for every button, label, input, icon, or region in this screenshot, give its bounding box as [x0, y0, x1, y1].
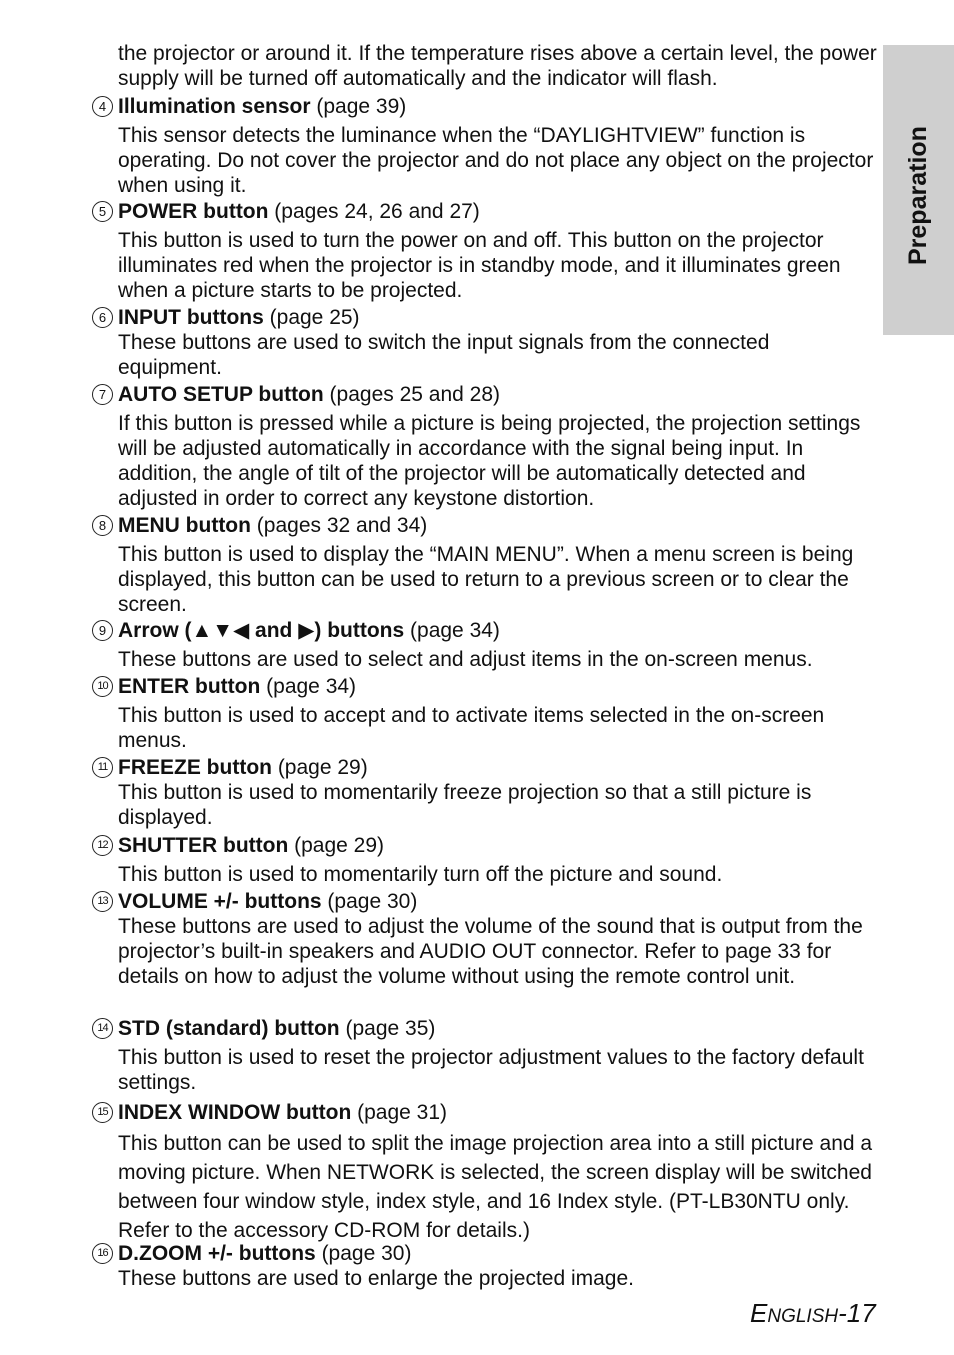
- item-description: This button is used to momentarily turn off the picture and sound.: [118, 863, 723, 886]
- item-page-ref: (pages 32 and 34): [250, 514, 428, 537]
- list-item: [92, 833, 878, 887]
- item-description: This button is used to reset the projector adjustment values to the factory default settings.: [118, 1046, 864, 1094]
- item-name: Arrow (▲▼◀ and ▶) buttons: [118, 619, 405, 642]
- list-item: [92, 755, 878, 830]
- item-page-ref: (page 34): [260, 675, 357, 698]
- item-number-badge: 6: [92, 307, 113, 328]
- item-heading: [92, 94, 878, 121]
- list-item: [92, 94, 878, 198]
- item-heading: [92, 382, 878, 409]
- item-page-ref: (page 31): [351, 1101, 448, 1124]
- item-heading: [92, 513, 878, 540]
- item-name: INDEX WINDOW button: [118, 1101, 352, 1124]
- item-number-badge: 10: [92, 676, 113, 697]
- item-page-ref: (page 39): [310, 95, 407, 118]
- item-number-badge: 8: [92, 515, 113, 536]
- item-page-ref: (page 29): [271, 756, 368, 779]
- intro-paragraph: the projector or around it. If the temperature rises above a certain level, the power supply will be turned off automatically and the indicator will flash.: [118, 42, 877, 90]
- page-footer-number: -17: [838, 1298, 876, 1328]
- item-name: POWER button: [118, 200, 269, 223]
- item-heading: [92, 1016, 878, 1043]
- item-heading: [92, 305, 878, 332]
- item-description: This sensor detects the luminance when the “DAYLIGHTVIEW” function is operating. Do not cover the projector and do not place any object on the projector when using it.: [118, 124, 874, 197]
- item-name: INPUT buttons: [118, 306, 264, 329]
- item-page-ref: (page 34): [404, 619, 500, 642]
- item-description: This button is used to accept and to activate items selected in the on-screen menus.: [118, 704, 825, 752]
- list-item: [92, 618, 878, 672]
- list-item: [92, 199, 878, 303]
- item-page-ref: (page 25): [263, 306, 360, 329]
- item-number-badge: 13: [92, 891, 113, 912]
- item-name: AUTO SETUP button: [118, 383, 324, 406]
- item-heading: [92, 755, 878, 782]
- item-description: This button is used to turn the power on and off. This button on the projector illuminates red when the projector is in standby mode, and it illuminates green when a picture starts to be projected.: [118, 229, 841, 302]
- item-number-badge: 12: [92, 835, 113, 856]
- list-item: [92, 889, 878, 989]
- list-item: [92, 674, 878, 753]
- item-heading: [92, 833, 878, 860]
- item-name: MENU button: [118, 514, 251, 537]
- item-heading: [92, 674, 878, 701]
- item-number-badge: 16: [92, 1243, 113, 1264]
- item-number-badge: 14: [92, 1018, 113, 1039]
- page-footer-initial: E: [750, 1298, 768, 1328]
- item-number-badge: 4: [92, 96, 113, 117]
- section-tab-label: Preparation: [904, 126, 932, 265]
- item-description: This button is used to momentarily freeze projection so that a still picture is displayed.: [118, 781, 812, 829]
- item-name: STD (standard) button: [118, 1017, 340, 1040]
- item-name: VOLUME +/- buttons: [118, 890, 322, 913]
- page-footer-language: NGLISH: [767, 1306, 839, 1327]
- item-name: FREEZE button: [118, 756, 272, 779]
- item-name: ENTER button: [118, 675, 261, 698]
- item-description: These buttons are used to select and adjust items in the on-screen menus.: [118, 648, 813, 671]
- item-number-badge: 5: [92, 201, 113, 222]
- item-name: Illumination sensor: [118, 95, 311, 118]
- item-heading: [92, 1241, 878, 1268]
- item-number-badge: 11: [92, 757, 113, 778]
- item-name: D.ZOOM +/- buttons: [118, 1242, 316, 1265]
- item-page-ref: (page 29): [288, 834, 385, 857]
- item-page-ref: (page 30): [321, 890, 418, 913]
- list-item: [92, 1100, 878, 1245]
- item-heading: [92, 199, 878, 226]
- item-name: SHUTTER button: [118, 834, 289, 857]
- item-page-ref: (page 30): [315, 1242, 412, 1265]
- item-page-ref: (page 35): [339, 1017, 436, 1040]
- item-description: If this button is pressed while a picture is being projected, the projection settings will be adjusted automatically in accordance with the signal being input. In addition, the angle of tilt of the projector will be automatically detected and adjusted in order to correct any keystone distortion.: [118, 412, 861, 510]
- item-number-badge: 15: [92, 1102, 113, 1123]
- list-item: [92, 513, 878, 617]
- item-number-badge: 9: [92, 620, 113, 641]
- item-page-ref: (pages 24, 26 and 27): [268, 200, 480, 223]
- list-item: [92, 382, 878, 511]
- item-heading: [92, 1100, 878, 1127]
- list-item: [92, 1241, 878, 1291]
- item-description: These buttons are used to switch the input signals from the connected equipment.: [118, 331, 770, 379]
- item-heading: [92, 618, 878, 645]
- item-description: This button is used to display the “MAIN MENU”. When a menu screen is being displayed, this button can be used to return to a previous screen or to clear the screen.: [118, 543, 854, 616]
- page-number: [750, 1298, 876, 1329]
- item-page-ref: (pages 25 and 28): [323, 383, 501, 406]
- item-description: These buttons are used to adjust the volume of the sound that is output from the projector’s built-in speakers and AUDIO OUT connector. Refer to page 33 for details on how to adjust the volume without using the remote control unit.: [118, 915, 863, 988]
- item-heading: [92, 889, 878, 916]
- item-number-badge: 7: [92, 384, 113, 405]
- item-description: These buttons are used to enlarge the projected image.: [118, 1267, 634, 1290]
- item-description: This button can be used to split the image projection area into a still picture and a moving picture. When NETWORK is selected, the screen display will be switched between four window style, index style, and 16 Index style. (PT-LB30NTU only. Refer to the accessory CD-ROM for details.): [118, 1132, 873, 1242]
- list-item: [92, 1016, 878, 1095]
- list-item: [92, 305, 878, 380]
